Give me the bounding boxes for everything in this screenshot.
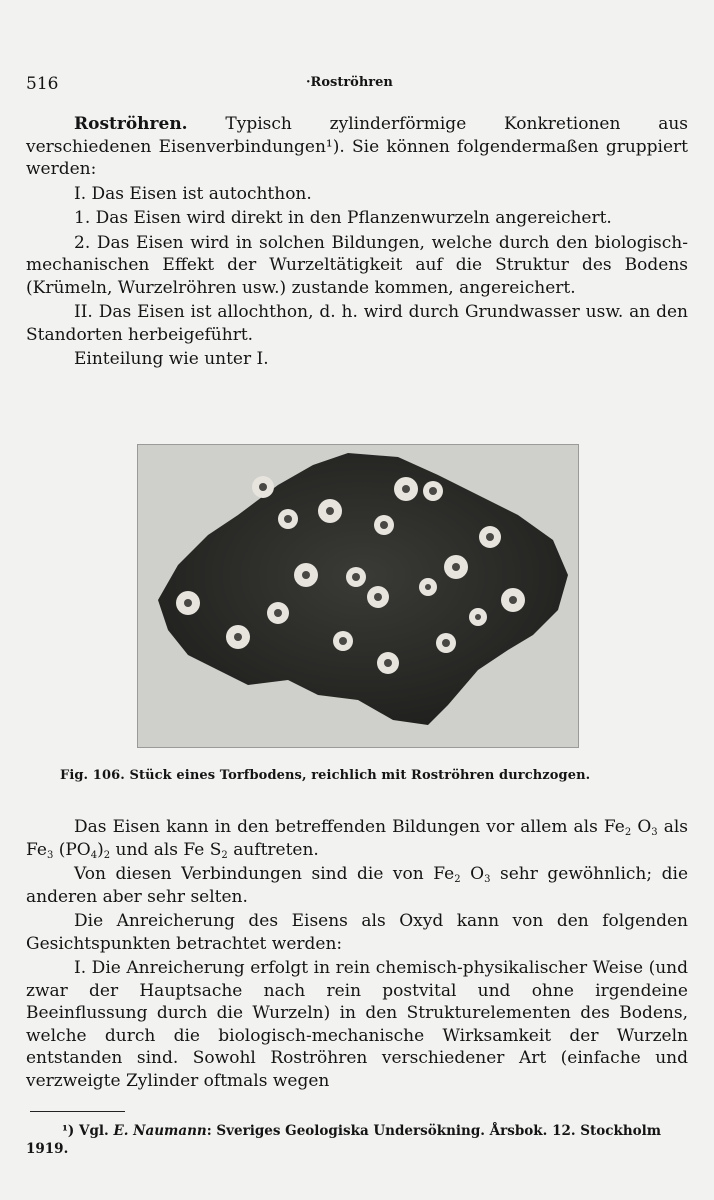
running-head: ·Roströhren — [306, 75, 393, 90]
list-item-1: 1. Das Eisen wird direkt in den Pflanzenwurzeln angereichert. — [74, 208, 612, 228]
paragraph-frequency: Von diesen Verbindungen sind die von $Fe_2$ $O_3$ sehr gewöhnlich; die anderen aber sehr selten. — [26, 864, 689, 907]
footnote-author: E. Naumann — [113, 1123, 207, 1139]
section-roestroehren — [26, 113, 688, 373]
section-eisen — [26, 816, 688, 1094]
einteilung-line: Einteilung wie unter I. — [74, 349, 269, 369]
page-header — [26, 74, 688, 94]
figure-photo — [137, 444, 579, 748]
footnote — [26, 1122, 688, 1158]
figure-caption — [60, 768, 590, 783]
page-number: 516 — [26, 74, 59, 94]
footnote-volume: 12. — [552, 1123, 576, 1139]
paragraph-iron-forms: Das Eisen kann in den betreffenden Bildungen vor allem als $Fe_2$ $O_3$ als $Fe_3$ $(PO_4)_2$ und als Fe $S_2$ auftreten. — [26, 817, 689, 861]
intro-text: Typisch zylinderförmige Konkretionen aus verschiedenen Eisenverbindungen¹). Sie können folgendermaßen gruppiert werden: — [26, 114, 689, 179]
paragraph-enrichment-I: I. Die Anreicherung erfolgt in rein chemisch-physikalischer Weise (und zwar der Hauptsache nach rein postvital und ohne irgendeine Beeinflussung durch die Wurzeln) in den Strukturelementen des Bodens, welche durch die biologisch-mechanische Wirksamkeit der Wurzeln entstanden sind. Sowohl Roströhren verschiedener Art (einfache und verzweigte Zylinder oftmals wegen — [26, 958, 688, 1091]
footnote-text: : Sveriges Geologiska Undersökning. Årsbok. — [206, 1123, 548, 1139]
paragraph-oxide: Die Anreicherung des Eisens als Oxyd kann von den folgenden Gesichtspunkten betrachtet werden: — [26, 911, 688, 954]
footnote-place: Stockholm 1919. — [26, 1123, 662, 1157]
footnote-rule — [30, 1111, 125, 1112]
lemma-term: Roströhren. — [74, 114, 188, 134]
list-item-I: I. Das Eisen ist autochthon. — [74, 183, 312, 204]
intro-paragraph — [26, 113, 688, 181]
list-item-II: II. Das Eisen ist allochthon, d. h. wird durch Grundwasser usw. an den Standorten herbeigeführt. — [26, 302, 688, 345]
figure-caption-text: Stück eines Torfbodens, reichlich mit Roströhren durchzogen. — [129, 768, 591, 783]
peat-soil-photo — [138, 445, 578, 747]
list-item-2: 2. Das Eisen wird in solchen Bildungen, welche durch den biologisch-mechanischen Effekt der Wurzeltätigkeit auf die Struktur des Bodens (Krümeln, Wurzelröhren usw.) zustande kommen, angereichert. — [26, 232, 688, 298]
footnote-prefix: Vgl. — [79, 1123, 109, 1139]
figure-number: Fig. 106. — [60, 768, 125, 783]
footnote-marker: ¹) — [62, 1123, 75, 1139]
